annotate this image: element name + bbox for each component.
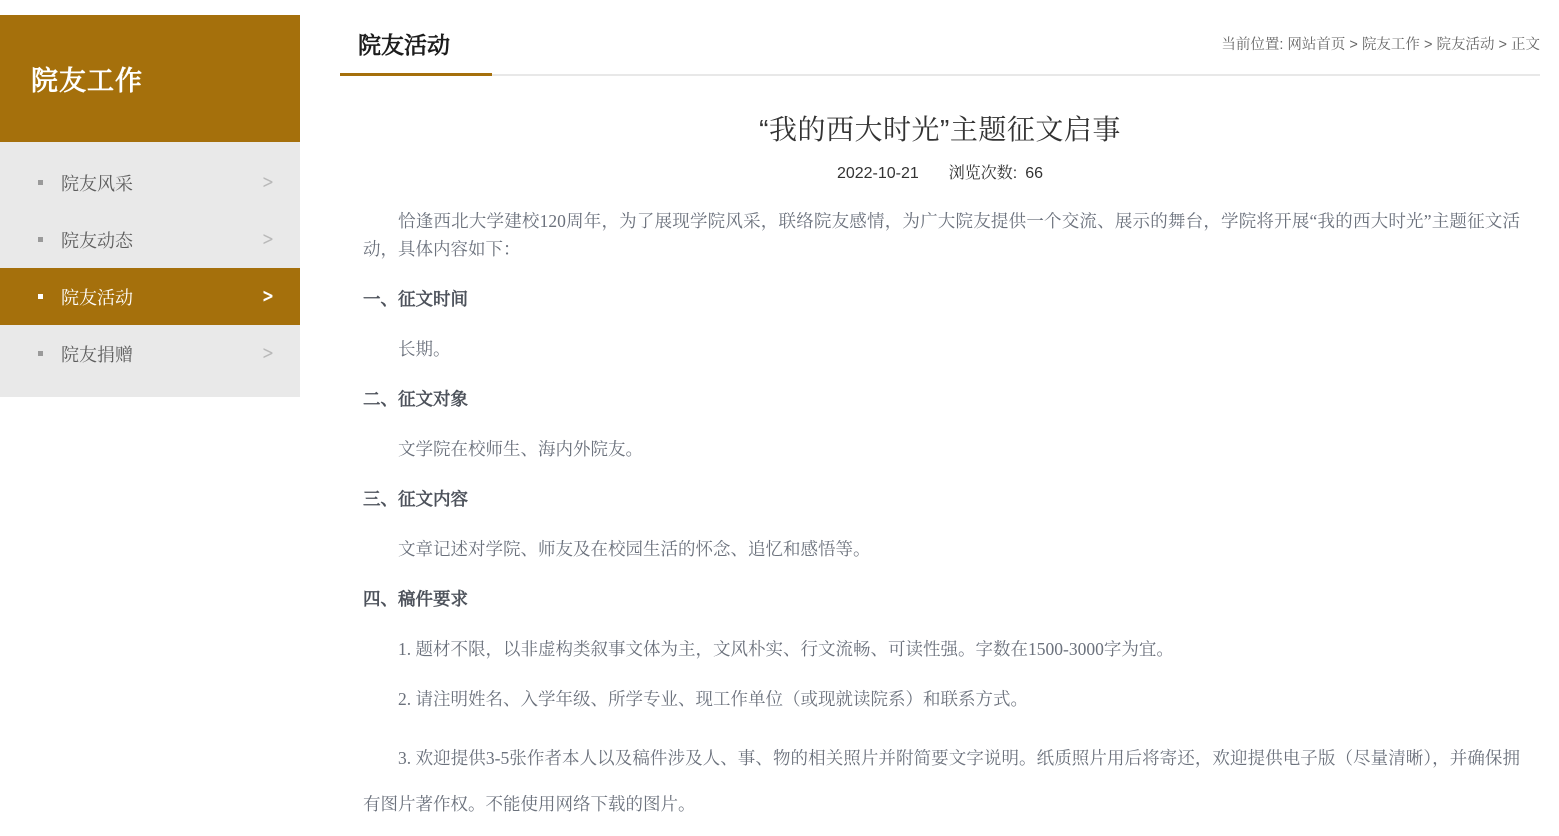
sidebar-item-3[interactable] <box>0 268 300 325</box>
paragraph: 文学院在校师生、海内外院友。 <box>398 439 643 459</box>
bullet-square-icon <box>38 237 43 242</box>
article <box>340 108 1540 827</box>
chevron-right-icon: > <box>262 285 275 307</box>
paragraph: 恰逢西北大学建校120周年，为了展现学院风采，联络院友感情，为广大院友提供一个交流、展示的舞台，学院将开展“我的西大时光”主题征文活动，具体内容如下： <box>363 211 1520 259</box>
sidebar-item-label: 院友风采 <box>61 173 133 194</box>
views-count: 66 <box>1025 165 1044 182</box>
chevron-right-icon: > <box>262 342 275 364</box>
sidebar-item-1[interactable] <box>0 154 300 211</box>
article-meta <box>340 160 1540 183</box>
section-heading: 二、征文对象 <box>363 389 468 409</box>
section-heading: 三、征文内容 <box>363 489 468 509</box>
chevron-right-icon: > <box>262 228 275 250</box>
active-tab-underline <box>340 73 492 76</box>
paragraph: 3. 欢迎提供3-5张作者本人以及稿件涉及人、事、物的相关照片并附简要文字说明。纸质照片用后将寄还，欢迎提供电子版（尽量清晰），并确保拥有图片著作权。不能使用网络下载的图片。 <box>363 748 1520 814</box>
sidebar-item-4[interactable] <box>0 325 300 382</box>
sidebar-item-label: 院友动态 <box>61 230 133 251</box>
main-content <box>340 15 1540 827</box>
breadcrumb-item-3[interactable]: 院友活动 <box>1436 37 1495 53</box>
page-title: 院友活动 <box>358 32 450 58</box>
chevron-right-icon: > <box>262 171 275 193</box>
sidebar-menu <box>0 142 300 397</box>
bullet-square-icon <box>38 294 43 299</box>
views <box>949 165 1043 182</box>
section-heading: 一、征文时间 <box>363 289 468 309</box>
article-date: 2022-10-21 <box>836 165 919 182</box>
breadcrumb-separator: > <box>1419 37 1437 53</box>
article-title: “我的西大时光”主题征文启事 <box>759 114 1121 145</box>
paragraph: 长期。 <box>398 339 451 359</box>
breadcrumb-separator: > <box>1345 37 1362 53</box>
breadcrumb <box>1221 33 1540 54</box>
paragraph: 2. 请注明姓名、入学年级、所学专业、现工作单位（或现就读院系）和联系方式。 <box>398 689 1028 709</box>
paragraph: 1. 题材不限，以非虚构类叙事文体为主，文风朴实、行文流畅、可读性强。字数在1500-3000字为宜。 <box>398 639 1174 659</box>
paragraph: 文章记述对学院、师友及在校园生活的怀念、追忆和感悟等。 <box>398 539 871 559</box>
breadcrumb-item-1[interactable]: 网站首页 <box>1287 37 1346 53</box>
section-heading: 四、稿件要求 <box>363 589 468 609</box>
sidebar-title: 院友工作 <box>0 15 300 142</box>
breadcrumb-item-4: 正文 <box>1511 37 1540 53</box>
sidebar-item-label: 院友捐赠 <box>61 344 133 365</box>
breadcrumb-separator: > <box>1494 37 1511 53</box>
bullet-square-icon <box>38 351 43 356</box>
views-label: 浏览次数: <box>948 165 1018 182</box>
breadcrumb-prefix: 当前位置: <box>1221 37 1288 53</box>
sidebar-item-label: 院友活动 <box>61 287 133 308</box>
breadcrumb-item-2[interactable]: 院友工作 <box>1361 37 1420 53</box>
article-body <box>340 207 1540 827</box>
sidebar-item-2[interactable] <box>0 211 300 268</box>
bullet-square-icon <box>38 180 43 185</box>
content-header <box>340 15 1540 76</box>
sidebar <box>0 15 300 397</box>
